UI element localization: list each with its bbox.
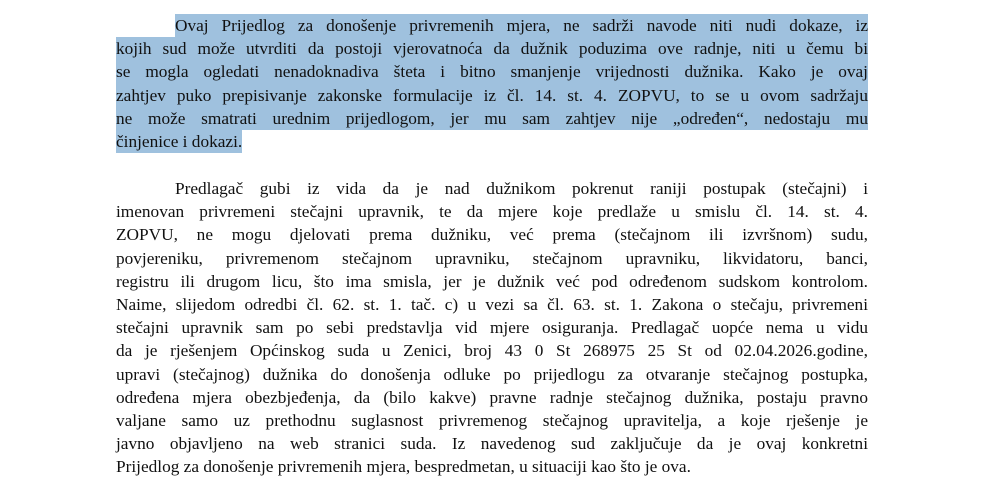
- paragraph-line: valjane samo uz prethodnu suglasnost privremenog stečajnog upravitelja, a koje rješenje je: [116, 410, 868, 430]
- paragraph-line: Predlagač gubi iz vida da je nad dužnikom pokrenut raniji postupak (stečajni) i: [175, 179, 868, 198]
- body-paragraph: [116, 177, 868, 478]
- paragraph-line: ne može smatrati urednim prijedlogom, jer mu sam zahtjev nije „određen“, nedostaju mu: [116, 107, 868, 130]
- paragraph-line: stečajni upravnik sam po sebi predstavlja vid mjere osiguranja. Predlagač uopće nema u vidu: [116, 318, 868, 338]
- paragraph-line: povjereniku, privremenom stečajnom upravniku, stečajnom upravniku, likvidatoru, banci,: [116, 248, 868, 268]
- paragraph-line: činjenice i dokazi.: [116, 130, 242, 153]
- paragraph-line: imenovan privremeni stečajni upravnik, te da mjere koje predlaže u smislu čl. 14. st. 4.: [116, 202, 868, 222]
- paragraph-line: Ovaj Prijedlog za donošenje privremenih mjera, ne sadrži navode niti nudi dokaze, iz: [175, 14, 868, 37]
- paragraph-line: registru ili drugom licu, što ima smisla, jer je dužnik već pod određenom sudskom kontrolom.: [116, 271, 868, 291]
- paragraph-line: da je rješenjem Općinskog suda u Zenici, broj 43 0 St 268975 25 St od 02.04.2026.godine,: [116, 341, 868, 361]
- paragraph-line: upravi (stečajnog) dužnika do donošenja odluke po prijedlogu za otvaranje stečajnog postupka,: [116, 364, 868, 384]
- paragraph-line: javno objavljeno na web stranici suda. Iz navedenog sud zaključuje da je ovaj konkretni: [116, 434, 868, 454]
- highlighted-paragraph[interactable]: [116, 14, 868, 153]
- paragraph-line: kojih sud može utvrditi da postoji vjerovatnoća da dužnik poduzima ove radnje, niti u čemu bi: [116, 37, 868, 60]
- paragraph-line: Prijedlog za donošenje privremenih mjera, bespredmetan, u situaciji kao što je ova.: [116, 457, 691, 477]
- paragraph-line: se mogla ogledati nenadoknadiva šteta i bitno smanjenje vrijednosti dužnika. Kako je ovaj: [116, 60, 868, 83]
- paragraph-line: određena mjera obezbjeđenja, da (bilo kakve) pravne radnje stečajnog dužnika, postaju pravno: [116, 387, 868, 407]
- paragraph-line: ZOPVU, ne mogu djelovati prema dužniku, već prema (stečajnom ili izvršnom) sudu,: [116, 225, 868, 245]
- paragraph-line: Naime, slijedom odredbi čl. 62. st. 1. tač. c) u vezi sa čl. 63. st. 1. Zakona o stečaju, privremeni: [116, 294, 868, 314]
- paragraph-line: zahtjev puko prepisivanje zakonske formulacije iz čl. 14. st. 4. ZOPVU, to se u ovom sadržaju: [116, 84, 868, 107]
